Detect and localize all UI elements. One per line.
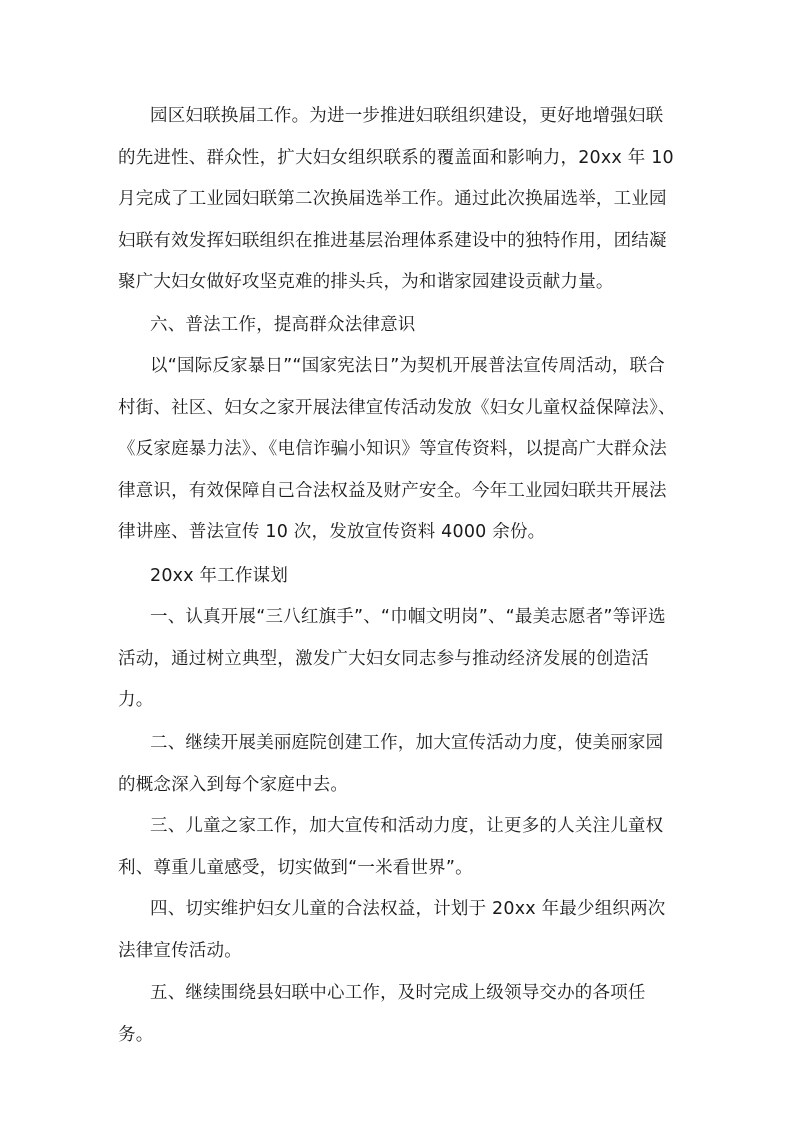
paragraph-election-work: 园区妇联换届工作。为进一步推进妇联组织建设，更好地增强妇联的先进性、群众性，扩大妇女组织联系的覆盖面和影响力，20xx 年 10 月完成了工业园妇联第二次换届选举工作。通过此次换届选举，工业园妇联有效发挥妇联组织在推进基层治理体系建设中的独特作用，团结凝聚广大妇女做好攻坚克难的排头兵，为和谐家园建设贡献力量。 <box>118 106 674 293</box>
plan-heading: 20xx 年工作谋划 <box>150 566 289 586</box>
plan-item-3: 三、儿童之家工作，加大宣传和活动力度，让更多的人关注儿童权利、尊重儿童感受，切实做到“一米看世界”。 <box>118 816 664 878</box>
plan-item-2: 二、继续开展美丽庭院创建工作，加大宣传活动力度，使美丽家园的概念深入到每个家庭中去。 <box>118 733 664 795</box>
section-six-heading: 六、普法工作，提高群众法律意识 <box>150 315 416 335</box>
paragraph-legal-publicity: 以“国际反家暴日”“国家宪法日”为契机开展普法宣传周活动，联合村街、社区、妇女之家开展法律宣传活动发放《妇女儿童权益保障法》、《反家庭暴力法》、《电信诈骗小知识》等宣传资料，以提高广大群众法律意识，有效保障自己合法权益及财产安全。今年工业园妇联共开展法律讲座、普法宣传 10 次，发放宣传资料 4000 余份。 <box>118 356 676 543</box>
plan-item-4: 四、切实维护妇女儿童的合法权益，计划于 20xx 年最少组织两次法律宣传活动。 <box>118 899 666 961</box>
plan-item-1: 一、认真开展“三八红旗手”、“巾帼文明岗”、“最美志愿者”等评选活动，通过树立典型，激发广大妇女同志参与推动经济发展的创造活力。 <box>118 607 666 711</box>
plan-item-5: 五、继续围绕县妇联中心工作，及时完成上级领导交办的各项任务。 <box>118 983 646 1045</box>
